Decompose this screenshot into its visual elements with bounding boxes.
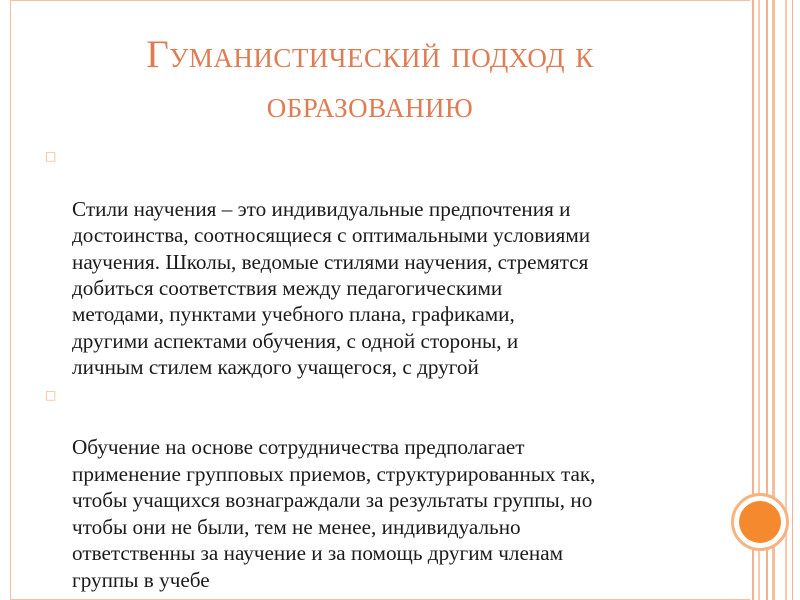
slide-title-line-1: Гуманистический подход к — [146, 33, 594, 76]
bullet-text: Стили научения – это индивидуальные предпочтения и достоинства, соотносящиеся с оптимальными условиями научения. Школы, ведомые стилями научения, стремятся добиться соответствия между педагогическими методами, пунктами учебного плана, графиками, другими аспектами обучения, с одной стороны, и личным стилем каждого учащегося, с другой — [72, 196, 591, 380]
slide-title — [70, 30, 670, 130]
slide-title-line-2: образованию — [266, 83, 474, 126]
bullet-list-item — [43, 382, 703, 593]
bullet-list-item — [43, 143, 703, 381]
slide-border-top — [10, 0, 750, 1]
bullet-text: Обучение на основе сотрудничества предполагает применение групповых приемов, структурированных так, чтобы учащихся вознаграждали за результаты группы, но чтобы они не были, тем не менее, индивидуально ответственны за научение и за помощь другим членам группы в учебе — [72, 435, 596, 592]
decorative-vertical-rail — [792, 0, 793, 600]
bullet-symbol-icon: □ — [45, 387, 57, 402]
decorative-orange-circle — [739, 501, 781, 543]
slide-content — [43, 143, 703, 594]
slide-border-left — [10, 0, 11, 600]
bullet-symbol-icon: □ — [45, 149, 57, 163]
